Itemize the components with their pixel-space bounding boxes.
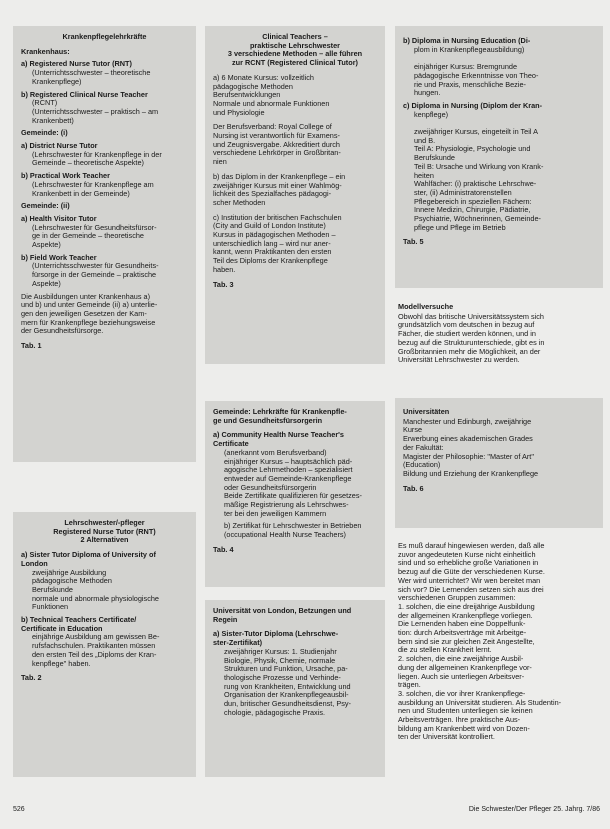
- body-line: verschiedenen Gruppen zusammen:: [398, 593, 516, 603]
- body-line: zuvor angedeuteten Kurse nicht einheitlich: [398, 549, 536, 559]
- paragraph-line: Kursus in pädagogischen Methoden –: [213, 230, 336, 240]
- description-line: (Unterrichtsschwester für Gesundheits-: [32, 261, 159, 271]
- list-item: [213, 431, 377, 518]
- body-line: sind und so erhebliche große Variationen in: [398, 558, 539, 568]
- table-2-caption: Tab. 2: [21, 673, 42, 683]
- paragraph-line: Normale und abnormale Funktionen: [213, 98, 330, 108]
- title-line: 2 Alternativen: [80, 535, 129, 545]
- body-line: trägen.: [398, 680, 421, 690]
- table-5-continued-items: [403, 37, 595, 232]
- body-line: bildung am Krankenbett wird von Dozen-: [398, 723, 530, 733]
- title-line: Clinical Teachers –: [262, 32, 328, 41]
- description-line: Biologie, Physik, Chemie, normale: [224, 655, 336, 665]
- description-line: Funktionen: [32, 602, 69, 612]
- item-description: [403, 46, 595, 98]
- body-line: 2. solchen, die eine zweijährige Ausbil-: [398, 654, 524, 664]
- item-heading: ster-Zertifikat): [213, 638, 263, 648]
- paragraph-line: Berufsentwicklungen: [213, 90, 281, 100]
- title-line: Gemeinde: Lehrkräfte für Krankenpfle-: [213, 407, 347, 416]
- paragraph-line: (City and Guild of London Institute): [213, 221, 326, 231]
- item-description: [21, 569, 188, 613]
- item-heading: a) Sister-Tutor Diploma (Lehrschwe-: [213, 629, 339, 639]
- title-line: Universität von London, Betzungen und: [213, 606, 352, 615]
- modellversuche-section: [398, 300, 603, 390]
- list-item: [213, 630, 377, 717]
- description-line: den ersten Teil des „Diploms der Kran-: [32, 649, 157, 659]
- description-line: rufsfachschulen. Praktikanten müssen: [32, 641, 156, 651]
- table-4-caption: Tab. 4: [213, 544, 234, 554]
- paragraph-line: kannt, wenn Praktikanten den ersten: [213, 247, 332, 257]
- body-line: 1. solchen, die eine dreijährige Ausbildung: [398, 601, 535, 611]
- list-item: [21, 91, 188, 126]
- note-line: Die Ausbildungen unter Krankenhaus a): [21, 291, 150, 301]
- description-line: chologie, pädagogische Praxis.: [224, 707, 326, 717]
- text-line: Bildung und Erziehung der Krankenpflege: [403, 468, 539, 478]
- description-line: kenpflege" haben.: [32, 658, 91, 668]
- list-item: [21, 172, 188, 198]
- description-line: Organisation der Krankenpflegeausbil-: [224, 690, 349, 700]
- title-line: 3 verschiedene Methoden – alle führen: [227, 49, 363, 59]
- item-description: [21, 151, 188, 168]
- table-4-title: [213, 408, 377, 425]
- section-heading: Gemeinde: (i): [21, 128, 68, 138]
- description-line: Gemeinde – theoretische Aspekte): [32, 158, 144, 168]
- item-description: [213, 648, 377, 718]
- paragraph-line: haben.: [213, 264, 236, 274]
- title-line: Registered Nurse Tutor (RNT): [53, 526, 156, 536]
- text-line: grundsätzlich vom deutschen in bezug auf: [398, 320, 535, 330]
- item-heading: Certificate: [213, 439, 249, 449]
- body-line: liegen. Auch sie unterliegen Arbeitsver-: [398, 671, 525, 681]
- body-line: tion: durch Arbeitsverträge mit Arbeitge-: [398, 628, 527, 638]
- table-2-box: [13, 512, 196, 777]
- list-item: [21, 142, 188, 168]
- description-line: dun, britischer Gesundheitsdienst, Psy-: [224, 699, 351, 709]
- body-line: Es muß darauf hingewiesen werden, daß alle: [398, 542, 545, 550]
- description-line: entweder auf Gemeinde-Krankenpflege: [224, 473, 352, 483]
- note-line: der Gesundheitsfürsorge.: [21, 326, 104, 336]
- description-line: Krankenpflege): [32, 76, 82, 86]
- item-heading: b) Diploma in Nursing Education (Di-: [403, 36, 531, 45]
- description-line: plom in Krankenpflegeausbildung): [414, 44, 525, 54]
- table-5-box: [205, 600, 385, 777]
- body-line: bern sind sie zur gleichen Zeit Angestellte,: [398, 636, 535, 646]
- table-1-sections: [21, 48, 188, 289]
- description-line: pädagogische Erkenntnisse von Theo-: [414, 70, 539, 80]
- text-line: Manchester und Edinburgh, zweijährige: [403, 416, 532, 426]
- list-item: [21, 254, 188, 289]
- body-line: ten der Universität kontrolliert.: [398, 732, 495, 742]
- paragraph-line: pädagogische Methoden: [213, 81, 293, 91]
- paragraph-line: unterschiedlich lang – wird nur aner-: [213, 238, 331, 248]
- table-5-caption: Tab. 5: [403, 237, 424, 247]
- description-line: oder Gesundheitsfürsorgerin: [224, 482, 317, 492]
- table-6-title: Universitäten: [403, 407, 450, 416]
- description-line: pflege und Pflege im Betrieb: [414, 222, 506, 232]
- description-line: thologische Prozesse und Verhinde-: [224, 672, 341, 682]
- description-line: und B.: [414, 135, 436, 145]
- title-line: Lehrschwester/-pfleger: [64, 518, 145, 527]
- item-heading: a) Health Visitor Tutor: [21, 213, 97, 223]
- item-heading: c) Diploma in Nursing (Diplom der Kran-: [403, 100, 543, 110]
- list-item: [21, 551, 188, 612]
- description-line: agogische Lehrmethoden – spezialisiert: [224, 465, 353, 475]
- paragraph-line: Der Berufsverband: Royal College of: [213, 122, 332, 132]
- description-line: rung von Krankheiten, Entwicklung und: [224, 681, 351, 691]
- description-line: Berufskunde: [32, 584, 73, 594]
- item-heading: a) Sister Tutor Diploma of University of: [21, 550, 156, 560]
- item-heading: b) Registered Clinical Nurse Teacher: [21, 89, 148, 99]
- text-line: Fächer, die studiert werden können, und in: [398, 329, 536, 339]
- table-1-note: [21, 293, 188, 337]
- item-heading: b) Practical Work Teacher: [21, 171, 110, 181]
- description-line: (Lehrschwester für Gesundheitsfürsor-: [32, 222, 157, 232]
- body-line: bezug auf die Güte der verschiedenen Kurse.: [398, 567, 545, 577]
- title-line: zur RCNT (Registered Clinical Tutor): [232, 58, 358, 68]
- description-line: einjähriger Kursus – hauptsächlich päd-: [224, 456, 353, 466]
- description-line: Beide Zertifikate qualifizieren für gesetzes-: [224, 491, 362, 501]
- item-description: [21, 633, 188, 668]
- body-line: Die Lernenden haben eine Doppelfunk-: [398, 619, 526, 629]
- description-line: hungen.: [414, 88, 441, 98]
- text-line: (Education): [403, 460, 441, 470]
- paragraph-line: nien: [213, 157, 227, 167]
- item-heading: a) Registered Nurse Tutor (RNT): [21, 59, 132, 69]
- item-description: [213, 449, 377, 519]
- description-line: (anerkannt vom Berufsverband): [224, 447, 327, 457]
- description-line: (Lehrschwester für Krankenpflege am: [32, 179, 154, 189]
- description-line: Wahlfächer: (i) praktische Lehrschwe-: [414, 179, 537, 189]
- item-description: [21, 224, 188, 250]
- paragraph-line: zweijähriger Kursus mit einer Wahlmög-: [213, 180, 342, 190]
- paragraph-line: und Zeugnisvergabe. Akkreditiert durch: [213, 139, 340, 149]
- description-line: kenpflege): [414, 109, 449, 119]
- paragraph-line: verschiedene Lehrkörper in Großbritan-: [213, 148, 341, 158]
- paragraph: [213, 173, 377, 208]
- description-line: Psychiatrie, Wöchnerinnen, Gemeinde-: [414, 214, 541, 224]
- table-2-title: [21, 519, 188, 545]
- list-item: [213, 522, 377, 539]
- body-line: der allgemeinen Krankenpflege vorliegen.: [398, 610, 533, 620]
- table-6-box: [395, 398, 603, 528]
- item-description: [213, 522, 377, 539]
- table-3-caption: Tab. 3: [213, 279, 234, 289]
- body-line: dung der allgemeinen Krankenpflege vor-: [398, 662, 532, 672]
- description-line: (Lehrschwester für Krankenpflege in der: [32, 149, 162, 159]
- title-line: praktische Lehrschwester: [249, 40, 341, 50]
- text-line: Kurse: [403, 425, 423, 435]
- item-heading: a) District Nurse Tutor: [21, 141, 98, 151]
- description-line: Aspekte): [32, 278, 61, 288]
- text-line: Großbritannien mehr die Möglichkeit, an der: [398, 346, 541, 356]
- paragraph: [213, 123, 377, 167]
- modellversuche-heading: Modellversuche: [398, 302, 454, 311]
- table-5-continued-box: [395, 26, 603, 288]
- description-line: (Unterrichtsschwester – praktisch – am: [32, 106, 159, 116]
- title-line: Regein: [213, 614, 238, 624]
- list-item: [21, 616, 188, 668]
- table-4-box: [205, 401, 385, 587]
- body-line: Arbeitsverträgen. Ihre praktische Aus-: [398, 715, 521, 725]
- description-line: rie und Praxis, menschliche Bezie-: [414, 79, 526, 89]
- description-line: Innere Medizin, Chirurgie, Pädiatrie,: [414, 205, 531, 215]
- note-line: mern für Krankenpflege beziehungsweise: [21, 317, 156, 327]
- text-line: bezug auf die Strukturunterschiede, gibt es in: [398, 337, 545, 347]
- body-line: ausbildung an Universität studieren. Als Studentin-: [398, 697, 562, 707]
- text-line: Magister der Philosophie: "Master of Art": [403, 451, 534, 461]
- paragraph-line: b) das Diplom in der Krankenpflege – ein: [213, 171, 346, 181]
- body-line: nen und Studenten unterliegen sie keinen: [398, 706, 533, 716]
- text-line: der Fakultät:: [403, 442, 444, 452]
- note-line: gen den jeweiligen Gesetzen der Kam-: [21, 308, 147, 318]
- title-line: ge und Gesundheitsfürsorgerin: [213, 415, 323, 425]
- table-1-title: Krankenpflegelehrkräfte: [62, 32, 147, 41]
- table-4-items: [213, 431, 377, 539]
- paragraph-line: Teil des Diploms der Krankenpflege: [213, 256, 328, 266]
- description-line: Strukturen und Funktion, Ursache, pa-: [224, 664, 348, 674]
- item-heading: a) Community Health Nurse Teacher's: [213, 430, 344, 440]
- table-3-title: [213, 33, 377, 68]
- text-line: Erwerbung eines akademischen Grades: [403, 434, 533, 444]
- paragraph: [213, 214, 377, 275]
- description-line: (Unterrichtsschwester – theoretische: [32, 68, 151, 78]
- description-line: einjährige Ausbildung am gewissen Be-: [32, 632, 160, 642]
- body-line: sich vor? Die Lernenden setzen sich aus drei: [398, 584, 544, 594]
- item-description: [21, 69, 188, 86]
- paragraph-line: und Physiologie: [213, 107, 265, 117]
- description-line: Aspekte): [32, 240, 61, 250]
- journal-footer: Die Schwester/Der Pfleger 25. Jahrg. 7/86: [468, 806, 600, 813]
- table-1-caption: Tab. 1: [21, 341, 42, 351]
- paragraph-line: a) 6 Monate Kursus: vollzeitlich: [213, 72, 314, 82]
- body-text: [398, 542, 603, 804]
- note-line: und b) und unter Gemeinde (ii) a) unterlie-: [21, 300, 158, 310]
- description-line: zweijähriger Kursus: 1. Studienjahr: [224, 646, 337, 656]
- item-description: [21, 262, 188, 288]
- list-item: [403, 102, 595, 233]
- body-line: 3. solchen, die vor ihrer Krankenpflege-: [398, 688, 526, 698]
- description-line: Berufskunde: [414, 153, 455, 163]
- body-line: Wer wird unterrichtet? Wir wen bereitet man: [398, 575, 541, 585]
- paragraph-line: lichkeit des Spezialfaches pädagogi-: [213, 189, 332, 199]
- body-line: die zu stellen Krankheit lernt.: [398, 645, 492, 655]
- description-line: Teil B: Ursache und Wirkung von Krank-: [414, 161, 544, 171]
- description-line: zweijährige Ausbildung: [32, 567, 107, 577]
- description-line: ge in der Gemeinde – theoretische: [32, 231, 144, 241]
- description-line: ter bei den jeweiligen Kammern: [224, 508, 327, 518]
- text-line: Obwohl das britische Universitätssystem sich: [398, 311, 544, 321]
- description-line: zweijähriger Kursus, eingeteilt in Teil A: [414, 127, 538, 137]
- description-line: (occupational Health Nurse Teachers): [224, 530, 346, 540]
- list-item: [21, 215, 188, 250]
- text-line: Universität Lehrschwester zu werden.: [398, 355, 520, 365]
- description-line: Teil A: Physiologie, Psychologie und: [414, 144, 531, 154]
- table-6-lines: [403, 418, 595, 479]
- description-line: ster, (ii) Administratorenstellen: [414, 187, 512, 197]
- description-line: Krankenbett in der Gemeinde): [32, 188, 130, 198]
- paragraph-line: c) Institution der britischen Fachschulen: [213, 212, 342, 222]
- section-heading: Krankenhaus:: [21, 46, 70, 56]
- description-line: (RCNT): [32, 98, 58, 108]
- table-5-items: [213, 630, 377, 717]
- table-3-box: [205, 26, 385, 364]
- paragraph: [213, 74, 377, 118]
- table-3-paragraphs: [213, 74, 377, 275]
- description-line: fürsorge in der Gemeinde – praktische: [32, 270, 157, 280]
- table-6-caption: Tab. 6: [403, 483, 424, 493]
- table-2-items: [21, 551, 188, 668]
- description-line: pädagogische Methoden: [32, 576, 112, 586]
- paragraph-line: Nursing ist verantwortlich für Examens-: [213, 131, 340, 141]
- modellversuche-text: [398, 313, 603, 365]
- item-heading: b) Technical Teachers Certificate/: [21, 615, 137, 625]
- description-line: heiten: [414, 170, 434, 180]
- description-line: Pflegebereich in speziellen Fächern:: [414, 196, 532, 206]
- table-1-box: [13, 26, 196, 462]
- item-description: [21, 99, 188, 125]
- paragraph-line: scher Methoden: [213, 197, 266, 207]
- description-line: mäßige Registrierung als Lehrschwes-: [224, 500, 349, 510]
- description-line: normale und abnormale physiologische: [32, 593, 159, 603]
- table-5-title: [213, 607, 377, 624]
- section-heading: Gemeinde: (ii): [21, 201, 70, 211]
- description-line: einjähriger Kursus: Bremgrunde: [414, 62, 518, 72]
- item-heading: London: [21, 558, 48, 568]
- item-description: [403, 111, 595, 233]
- item-heading: Certificate in Education: [21, 623, 103, 633]
- item-description: [21, 181, 188, 198]
- description-line: b) Zertifikat für Lehrschwester in Betrieben: [224, 521, 362, 531]
- list-item: [403, 37, 595, 98]
- item-heading: b) Field Work Teacher: [21, 252, 97, 262]
- list-item: [21, 60, 188, 86]
- description-line: Krankenbett): [32, 115, 74, 125]
- page-number: 526: [13, 806, 25, 813]
